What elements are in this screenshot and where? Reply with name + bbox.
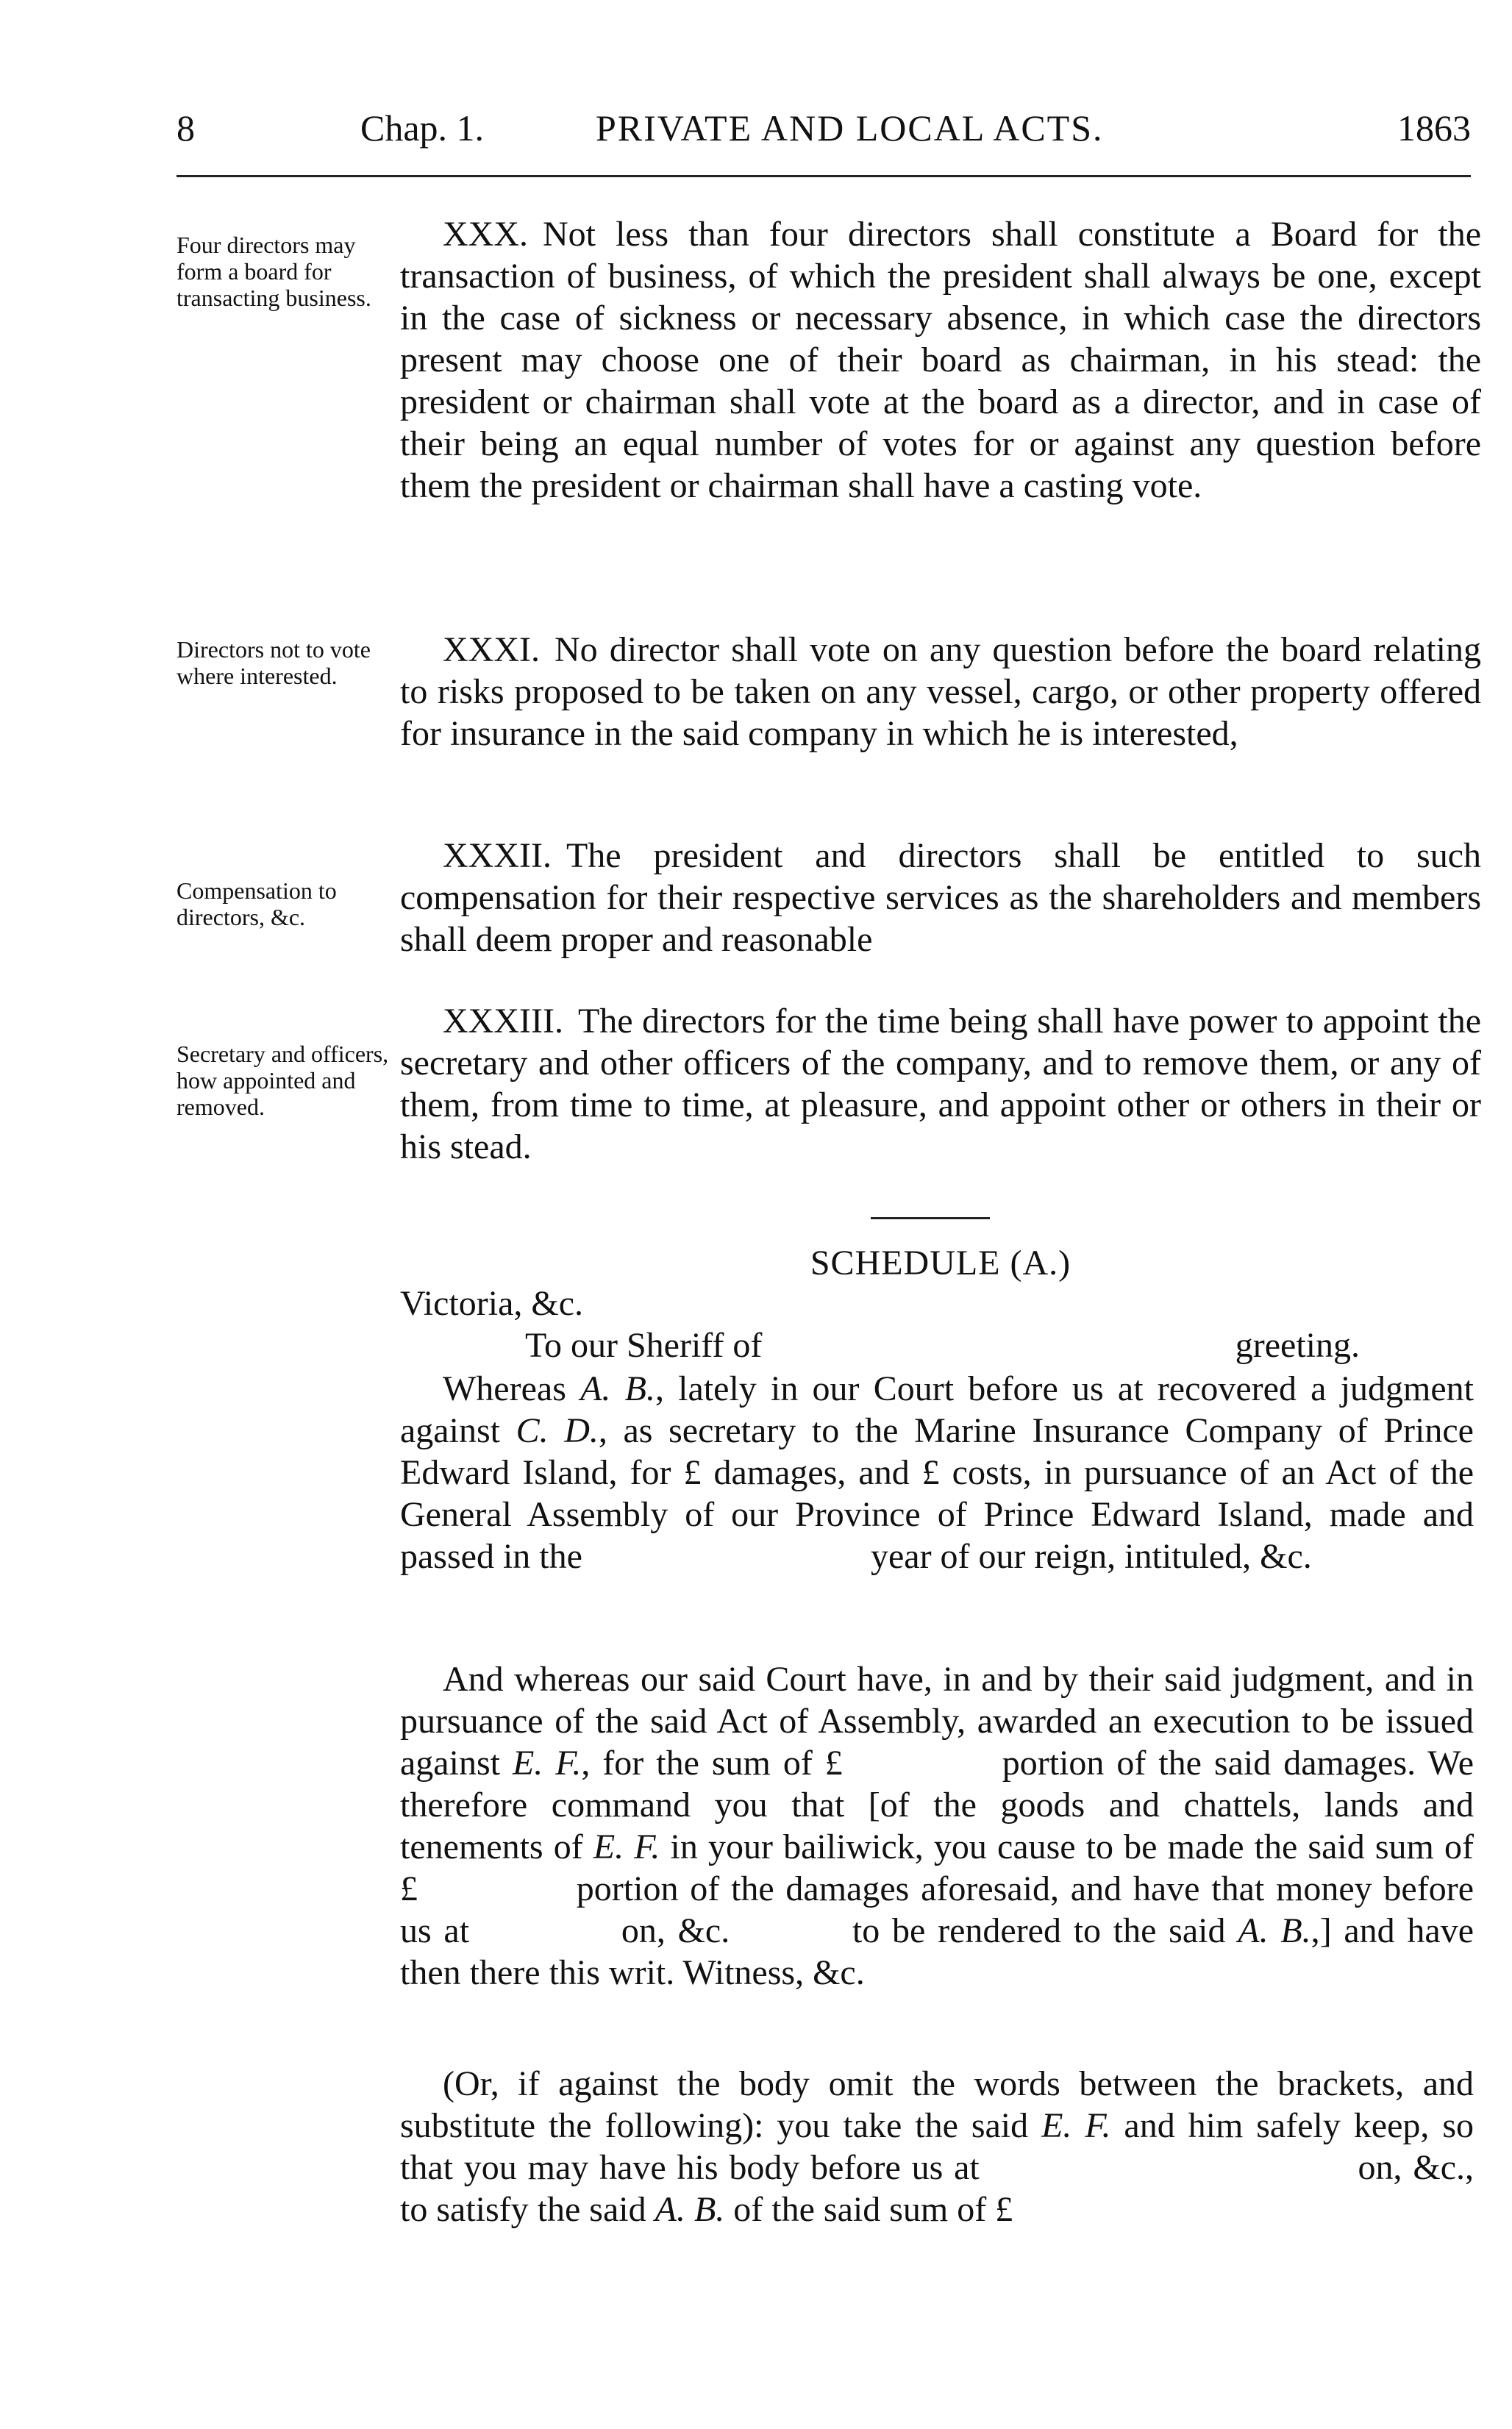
section-xxx xyxy=(400,213,1481,507)
section-text: Not less than four directors shall constitute a Board for the transaction of business, of which the president shall always be one, except in the case of sickness or necessary absence, in which case the directors present may choose one of their board as chairman, in his stead: the president or chairman shall vote at the board as a director, and in case of their being an equal number of votes for or against any question before them the president or chairman shall have a casting vote. xyxy=(400,215,1481,505)
margin-note: Compensation to directors, &c. xyxy=(176,877,337,931)
schedule-victoria: Victoria, &c. xyxy=(400,1284,584,1323)
page-number: 8 xyxy=(176,107,195,149)
header-rule xyxy=(176,175,1471,177)
party-name: C. D. xyxy=(516,1411,599,1450)
header-year: 1863 xyxy=(1397,107,1471,149)
greeting-text: greeting. xyxy=(1235,1326,1360,1365)
section-text: The president and directors shall be entitled to such compensation for their respective services as the shareholders and members shall deem proper and reasonable xyxy=(400,836,1481,959)
party-name: E. F. xyxy=(1041,2106,1111,2145)
schedule-paragraph-execution: And whereas our said Court have, in and by their said judgment, and in pursuance of the said Act of Assembly, awarded an execution to be issued against E. F., for the sum of £ portion of the said damages. We therefore command you that [of the goods and chattels, lands and tenements of E. F. in your bailiwick, you cause to be made the said sum of £ portion of the damages aforesaid, and have that money before us at on, &c. to be rendered to the said A. B.,] and have then there this writ. Witness, &c. xyxy=(400,1660,1474,1992)
party-name: E. F. xyxy=(512,1744,582,1783)
section-numeral: XXXIII. xyxy=(443,1002,563,1041)
schedule-title: SCHEDULE (A.) xyxy=(810,1244,1071,1283)
running-title: PRIVATE AND LOCAL ACTS. xyxy=(596,107,1104,149)
margin-note: Four directors may form a board for transacting business. xyxy=(176,232,371,312)
running-header xyxy=(176,107,1471,158)
schedule-paragraph-body: (Or, if against the body omit the words between the brackets, and substitute the following): you take the said E. F. and him safely keep, so that you may have his body before us at on, &c., to satisfy the said A. B. of the said sum of £ xyxy=(400,2064,1474,2229)
party-name: A. B. xyxy=(580,1369,655,1408)
section-text: The directors for the time being shall have power to appoint the secretary and other officers of the company, and to remove them, or any of them, from time to time, at pleasure, and appoint other or others in their or his stead. xyxy=(400,1002,1481,1166)
sheriff-text: To our Sheriff of xyxy=(525,1326,763,1365)
section-divider xyxy=(871,1217,990,1219)
party-name: E. F. xyxy=(593,1827,660,1866)
section-xxxiii xyxy=(400,1000,1481,1168)
section-text: No director shall vote on any question before the board relating to risks proposed to be taken on any vessel, cargo, or other property offered for insurance in the said company in which he is interested, xyxy=(400,630,1481,753)
section-numeral: XXXII. xyxy=(443,836,552,875)
party-name: A. B. xyxy=(655,2190,725,2229)
margin-note: Secretary and officers, how appointed and removed. xyxy=(176,1041,389,1121)
section-xxxi xyxy=(400,629,1481,755)
party-name: A. B. xyxy=(1238,1911,1311,1950)
section-numeral: XXX. xyxy=(443,215,528,254)
section-numeral: XXXI. xyxy=(443,630,540,669)
section-xxxii xyxy=(400,835,1481,960)
schedule-sheriff-line xyxy=(400,1325,1474,1366)
margin-note: Directors not to vote where interested. xyxy=(176,636,371,690)
schedule-paragraph-whereas: Whereas A. B., lately in our Court before us at recovered a judgment against C. D., as secretary to the Marine Insurance Company of Prince Edward Island, for £ damages, and £ costs, in pursuance of an Act of the General Assembly of our Province of Prince Edward Island, made and passed in the year of our reign, intituled, &c. xyxy=(400,1369,1474,1576)
chapter-label: Chap. 1. xyxy=(360,107,485,149)
